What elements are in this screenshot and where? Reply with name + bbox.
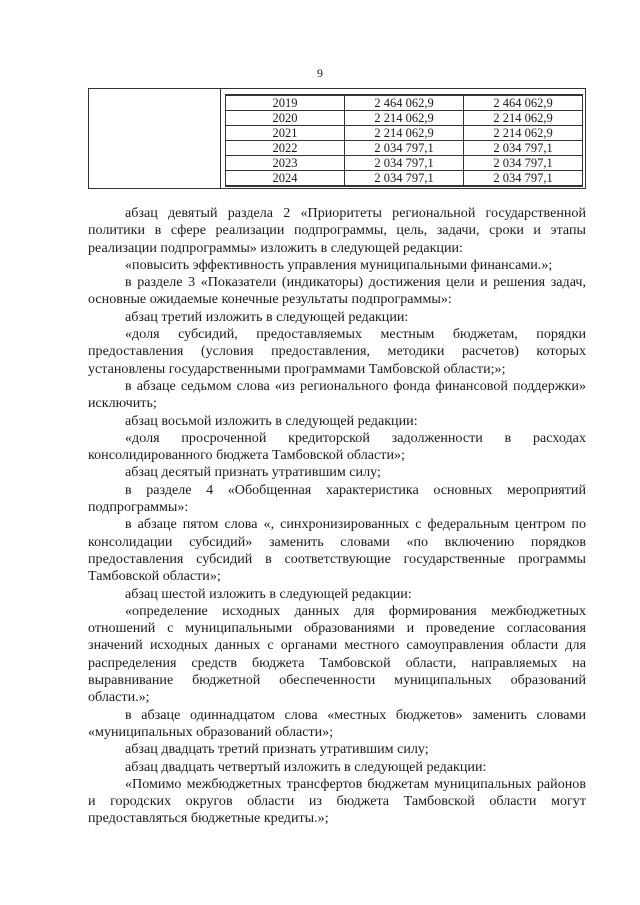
paragraph: «доля субсидий, предоставляемых местным бюджетам, порядки предоставления (условия предоставления, методики расчетов) которых установлены государственными программами Тамбовской области;»; [88,326,586,377]
paragraph: абзац третий изложить в следующей редакции: [125,308,409,325]
value-cell: 2 034 797,1 [464,171,583,187]
paragraph: в разделе 3 «Показатели (индикаторы) достижения цели и решения задач, основные ожидаемые конечные результаты подпрограммы»: [88,274,586,308]
table-row [226,95,583,111]
paragraph: абзац шестой изложить в следующей редакции: [125,585,412,602]
paragraph: «повысить эффективность управления муниципальными финансами.»; [125,256,553,273]
paragraph: «Помимо межбюджетных трансфертов бюджетам муниципальных районов и городских округов области из бюджета Тамбовской области могут предоставляться бюджетные кредиты.»; [88,775,586,827]
value-cell: 2 034 797,1 [464,156,583,171]
paragraph: «доля просроченной кредиторской задолженности в расходах консолидированного бюджета Тамбовской области»; [88,429,586,464]
year-cell: 2021 [226,126,345,141]
paragraph: абзац двадцать третий признать утратившим силу; [125,741,429,758]
value-cell: 2 214 062,9 [464,126,583,141]
year-cell: 2020 [226,111,345,126]
table-row [226,111,583,126]
table-row [226,156,583,171]
year-cell: 2024 [226,171,345,187]
paragraph: абзац восьмой изложить в следующей редакции: [125,412,418,429]
value-cell: 2 464 062,9 [345,95,464,111]
value-cell: 2 464 062,9 [464,95,583,111]
value-cell: 2 034 797,1 [345,171,464,187]
table-row [226,171,583,187]
year-cell: 2019 [226,95,345,111]
paragraph: в абзаце одиннадцатом слова «местных бюджетов» заменить словами «муниципальных образований области»; [88,706,586,740]
paragraph: абзац десятый признать утратившим силу; [125,464,381,481]
paragraph: в разделе 4 «Обобщенная характеристика основных мероприятий подпрограммы»: [88,481,586,516]
paragraph: «определение исходных данных для формирования межбюджетных отношений с муниципальными образованиями и проведение согласования значений исходных данных с органами местного самоуправления области для распределения средств бюджета Тамбовской области, направляемых на выравнивание бюджетной обеспеченности муниципальных образований области.»; [88,602,586,706]
table-frame-divider [220,89,221,188]
value-cell: 2 034 797,1 [345,156,464,171]
table-row [226,141,583,156]
value-cell: 2 034 797,1 [464,141,583,156]
financing-table [225,94,583,187]
paragraph: в абзаце пятом слова «, синхронизированных с федеральным центром по консолидации субсидий» заменить словами «по включению порядков предоставления субсидий в соответствующие государственные программы Тамбовской области»; [88,516,586,585]
paragraph: абзац двадцать четвертый изложить в следующей редакции: [125,758,487,775]
page-number: 9 [317,66,323,80]
value-cell: 2 214 062,9 [345,111,464,126]
value-cell: 2 214 062,9 [464,111,583,126]
document-body [88,205,586,828]
value-cell: 2 214 062,9 [345,126,464,141]
year-cell: 2022 [226,141,345,156]
table-row [226,126,583,141]
value-cell: 2 034 797,1 [345,141,464,156]
paragraph: абзац девятый раздела 2 «Приоритеты региональной государственной политики в сфере реализации подпрограммы, цель, задачи, сроки и этапы реализации подпрограммы» изложить в следующей редакции: [88,205,586,256]
paragraph: в абзаце седьмом слова «из регионального фонда финансовой поддержки» исключить; [88,377,586,412]
year-cell: 2023 [226,156,345,171]
